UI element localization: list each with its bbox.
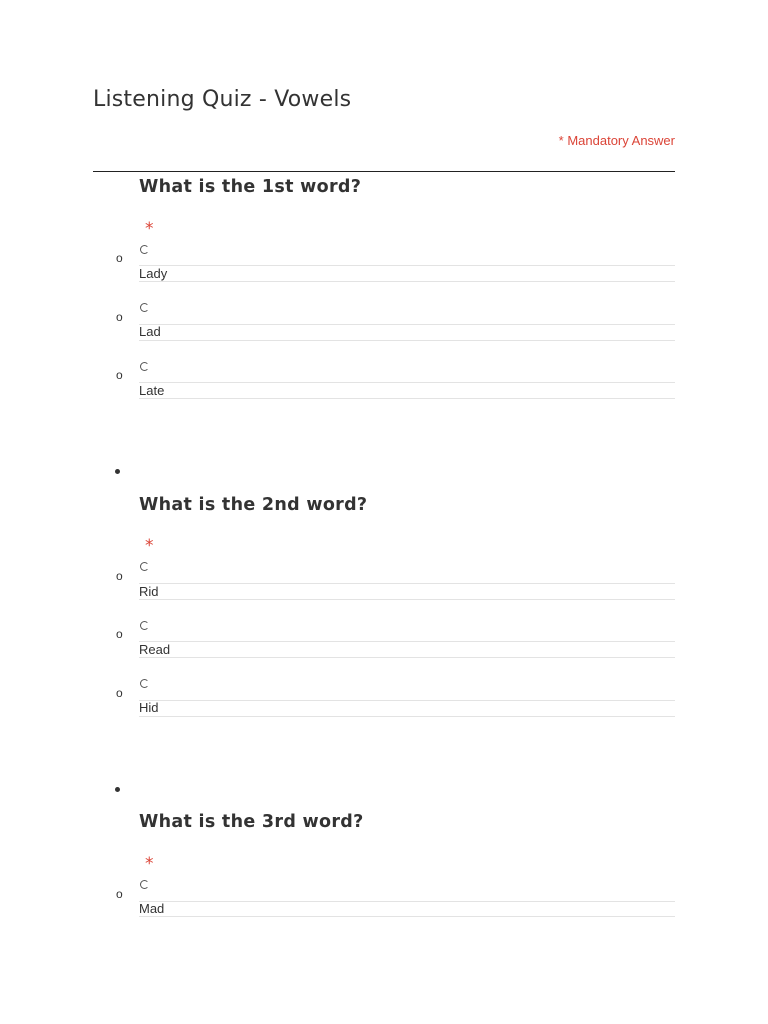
option-divider (139, 281, 675, 282)
option-divider (139, 599, 675, 600)
option-divider (139, 324, 675, 325)
option-label-read[interactable]: Read (139, 642, 171, 657)
option-divider (139, 265, 675, 266)
option-divider (139, 657, 675, 658)
radio-rid[interactable] (140, 562, 149, 571)
list-bullet: o (116, 251, 123, 265)
list-bullet (115, 469, 120, 474)
list-bullet: o (116, 686, 123, 700)
question-3-required-star: * (145, 854, 154, 874)
option-label-mad[interactable]: Mad (139, 901, 165, 916)
option-divider (139, 716, 675, 717)
option-divider (139, 382, 675, 383)
radio-mad[interactable] (140, 880, 149, 889)
list-bullet: o (116, 368, 123, 382)
page-title: Listening Quiz - Vowels (93, 87, 352, 112)
question-1-required-star: * (145, 219, 154, 239)
option-label-lady[interactable]: Lady (139, 266, 168, 281)
option-label-late[interactable]: Late (139, 383, 165, 398)
option-label-lad[interactable]: Lad (139, 324, 161, 339)
list-bullet: o (116, 569, 123, 583)
list-bullet: o (116, 887, 123, 901)
option-divider (139, 641, 675, 642)
option-divider (139, 398, 675, 399)
header-divider (93, 171, 675, 172)
radio-lad[interactable] (140, 303, 149, 312)
option-divider (139, 583, 675, 584)
radio-read[interactable] (140, 621, 149, 630)
option-divider (139, 700, 675, 701)
question-1-title: What is the 1st word? (139, 177, 362, 197)
radio-hid[interactable] (140, 679, 149, 688)
list-bullet: o (116, 310, 123, 324)
list-bullet (115, 787, 120, 792)
list-bullet: o (116, 627, 123, 641)
option-label-hid[interactable]: Hid (139, 700, 159, 715)
question-2-required-star: * (145, 536, 154, 556)
option-label-rid[interactable]: Rid (139, 584, 159, 599)
question-2-title: What is the 2nd word? (139, 495, 368, 515)
option-divider (139, 340, 675, 341)
radio-late[interactable] (140, 362, 149, 371)
mandatory-note: * Mandatory Answer (558, 133, 675, 148)
option-divider (139, 901, 675, 902)
option-divider (139, 916, 675, 917)
question-3-title: What is the 3rd word? (139, 812, 364, 832)
radio-lady[interactable] (140, 245, 149, 254)
